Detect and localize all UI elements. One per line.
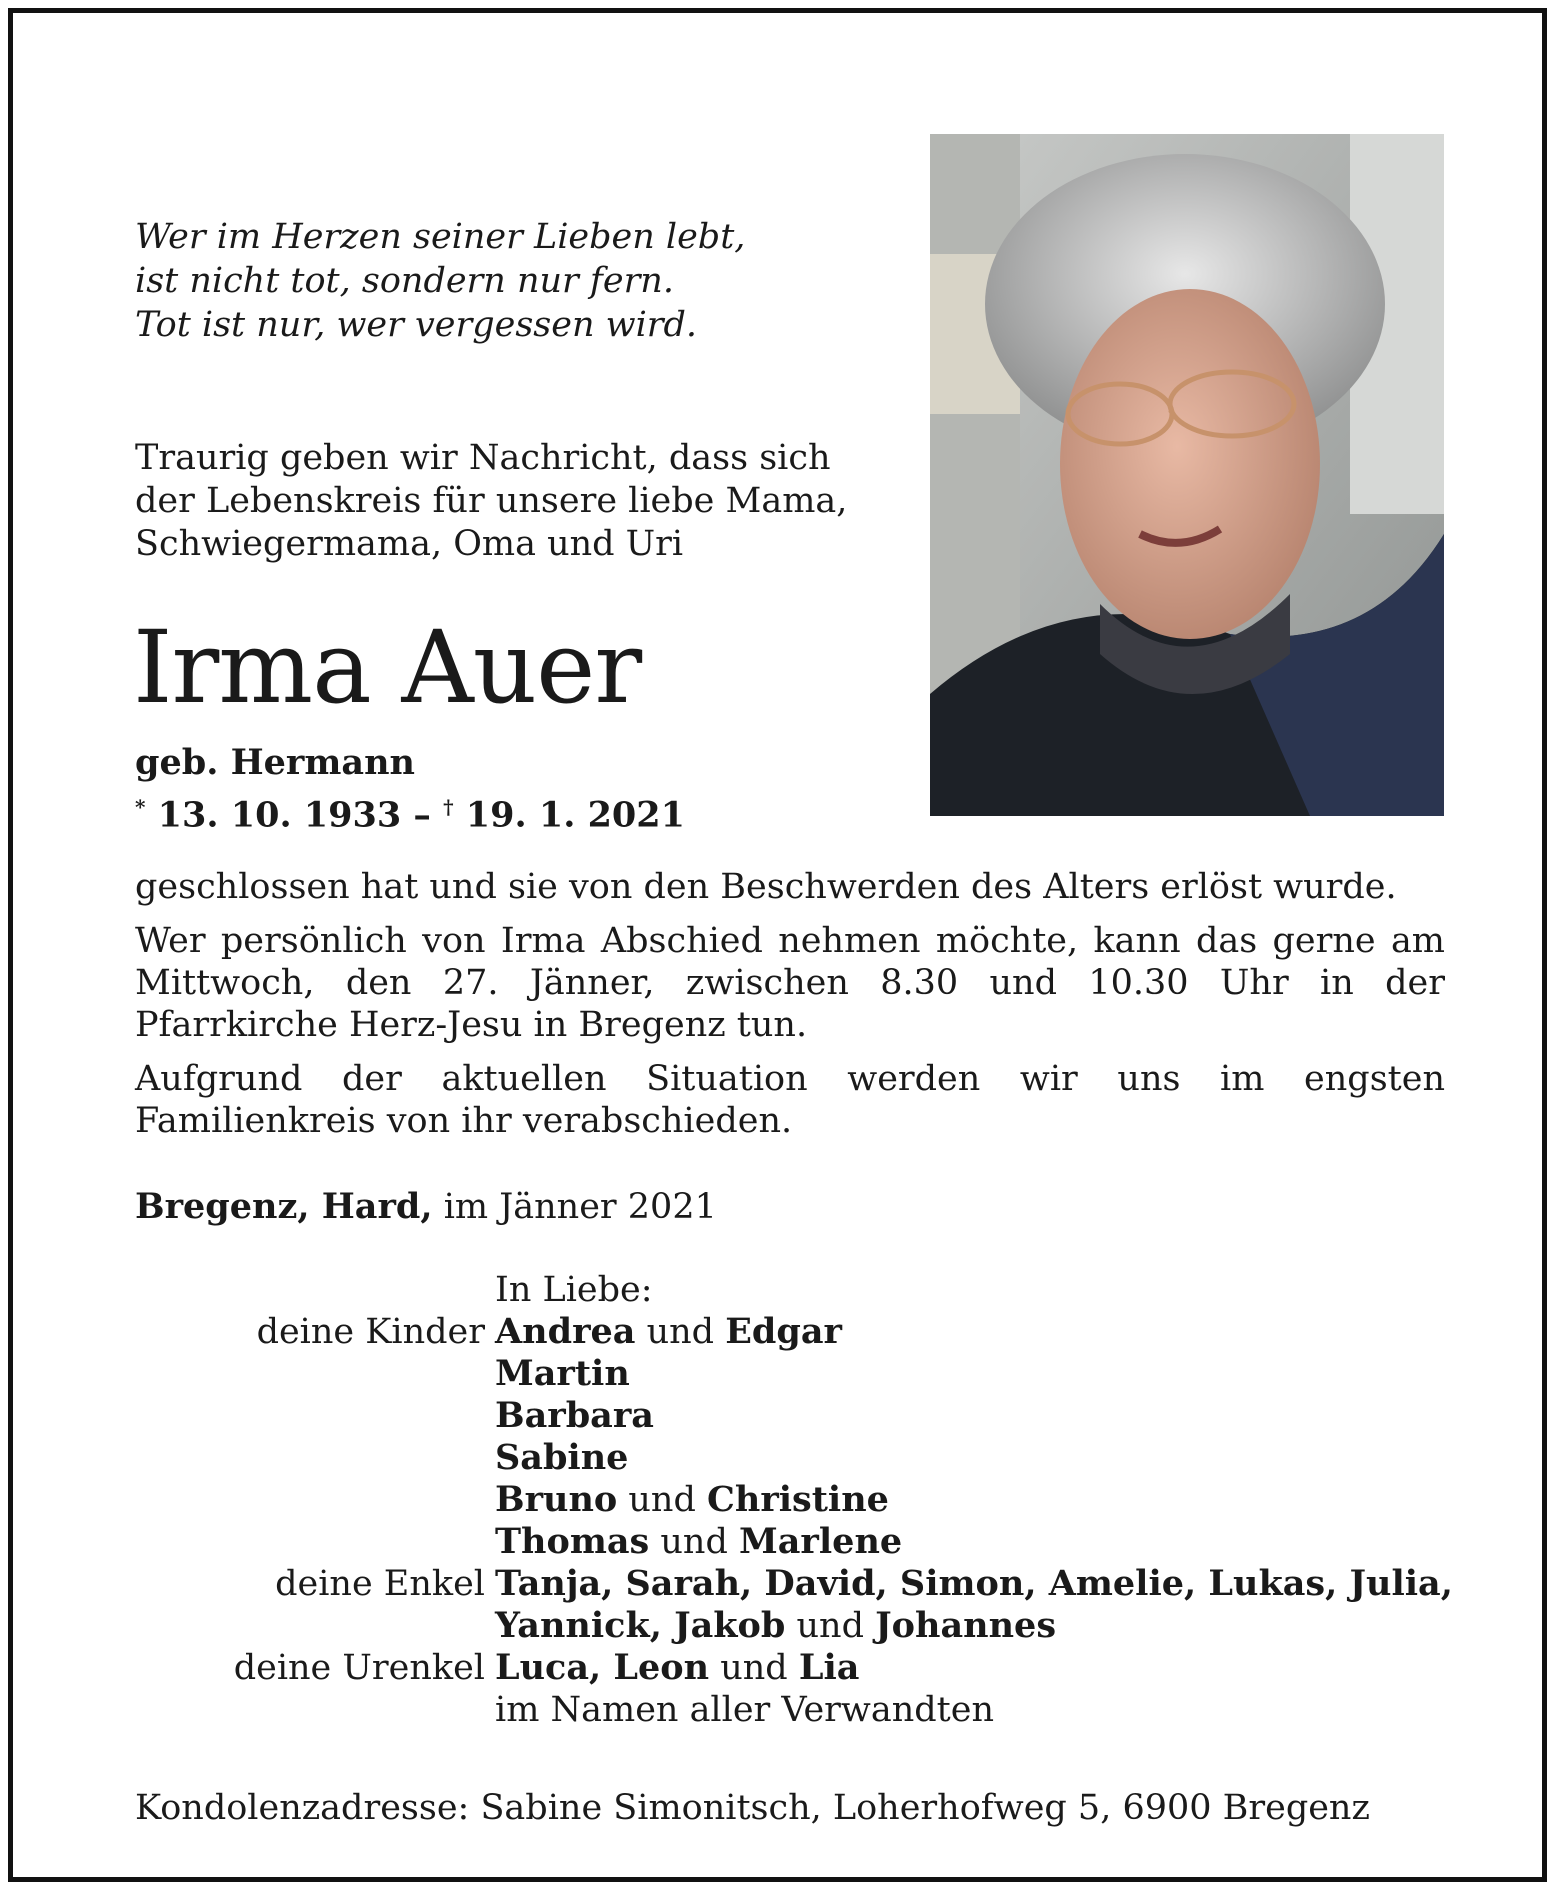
kinder-label: deine Kinder xyxy=(256,1312,485,1352)
date-dash: – xyxy=(413,794,431,836)
obituary-frame xyxy=(8,8,1547,1882)
quote-line: Wer im Herzen seiner Lieben lebt, xyxy=(135,217,746,257)
place-date-text: im Jänner 2021 xyxy=(443,1187,717,1227)
paragraph: Wer persönlich von Irma Abschied nehmen möchte, kann das gerne am Mittwoch, den 27. Jänner, zwischen 8.30 und 10.30 Uhr in der Pfarrkirche Herz-Jesu in Bregenz tun. xyxy=(135,921,1445,1045)
urenkel-label: deine Urenkel xyxy=(233,1648,485,1688)
intro-line: der Lebenskreis für unsere liebe Mama, xyxy=(135,481,848,521)
signers-heading: In Liebe: xyxy=(495,1270,653,1310)
place-date xyxy=(135,1185,717,1229)
enkel-label: deine Enkel xyxy=(275,1564,485,1604)
child-entry: Barbara xyxy=(495,1395,654,1436)
death-date: 19. 1. 2021 xyxy=(465,794,685,836)
child-entry: Martin xyxy=(495,1353,630,1394)
place-names: Bregenz, Hard, xyxy=(135,1186,433,1227)
grandchildren-entry: Yannick, Jakob und Johannes xyxy=(495,1605,1057,1646)
intro-line: Traurig geben wir Nachricht, dass sich xyxy=(135,438,831,478)
mourners-list xyxy=(135,1269,1455,1731)
child-entry: Bruno und Christine xyxy=(495,1479,889,1520)
intro-line: Schwiegermama, Oma und Uri xyxy=(135,524,684,564)
portrait-photo xyxy=(930,134,1444,816)
child-entry: Sabine xyxy=(495,1437,629,1478)
deceased-name: Irma Auer xyxy=(133,609,642,726)
birth-date: 13. 10. 1933 xyxy=(157,794,402,836)
child-entry: Andrea und Edgar xyxy=(495,1311,842,1352)
quote-line: ist nicht tot, sondern nur fern. xyxy=(135,261,674,301)
great-grandchildren-entry: Luca, Leon und Lia xyxy=(495,1647,860,1688)
life-dates xyxy=(135,785,685,838)
child-entry: Thomas und Marlene xyxy=(495,1521,903,1562)
paragraph: geschlossen hat und sie von den Beschwerden des Alters erlöst wurde. xyxy=(135,867,1397,907)
death-symbol: † xyxy=(443,795,454,819)
paragraph: Aufgrund der aktuellen Situation werden wir uns im engsten Familienkreis von ihr verabschieden. xyxy=(135,1059,1445,1141)
condolence-address: Kondolenzadresse: Sabine Simonitsch, Loherhofweg 5, 6900 Bregenz xyxy=(135,1788,1370,1828)
birth-symbol: * xyxy=(135,795,146,819)
intro-text xyxy=(135,437,855,566)
quote-line: Tot ist nur, wer vergessen wird. xyxy=(135,305,698,345)
grandchildren-entry: Tanja, Sarah, David, Simon, Amelie, Lukas, Julia, xyxy=(495,1563,1453,1604)
birth-name: geb. Hermann xyxy=(135,742,415,783)
signers-closing: im Namen aller Verwandten xyxy=(495,1690,994,1730)
announcement-text xyxy=(135,866,1445,1154)
memorial-quote xyxy=(135,215,835,347)
